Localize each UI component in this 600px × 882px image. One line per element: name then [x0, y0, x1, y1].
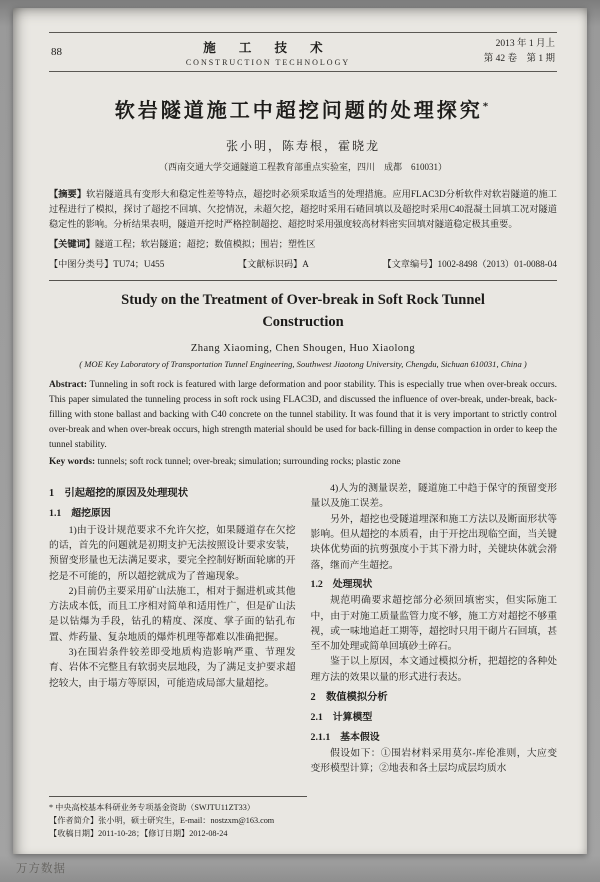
clc-number: 【中图分类号】TU74；U455 [49, 258, 165, 269]
divider-rule [49, 280, 557, 281]
section-heading: 2 数值模拟分析 [310, 692, 388, 703]
abstract-cn-text: 软岩隧道具有变形大和稳定性差等特点，超挖时必须采取适当的处理措施。应用FLAC3D分析软件对软岩隧道的施工过程进行了模拟，探讨了超挖不回填、欠挖情况，未超欠挖，超挖时采用石碴回填以及超挖时采用C40混凝土回填工况对隧道稳定性的影响。分析结果表明，隧道开挖时严格控制超挖、超挖时采用强度较高材料密实回填对隧道稳定极其重要。 [49, 189, 557, 230]
volume-issue: 第 42 卷 第 1 期 [483, 54, 555, 65]
paragraph: 假设如下：①围岩材料采用莫尔-库伦准则，大应变变形模型计算；②地表和各土层均成层均质水 [310, 747, 557, 775]
paragraph: 规范明确要求超挖部分必须回填密实，但实际施工中，由于对施工质量监管力度不够，施工方对超挖不够重视，或一味地追赶工期等，超挖时只用干砌片石回填，甚至不加处理或简单回填砂土碎石。 [310, 595, 557, 653]
affiliation-en: ( MOE Key Laboratory of Transportation Tunnel Engineering, Southwest Jiaotong University, Chengdu, Sichuan 610031, China ) [79, 358, 527, 369]
article-id: 【文章编号】1002-8498（2013）01-0088-04 [382, 258, 557, 269]
subsection-heading: 2.1 计算模型 [310, 712, 373, 724]
fund-note: * 中央高校基本科研业务专项基金资助（SWJTU11ZT33） [49, 802, 255, 812]
received-dates-note: 【收稿日期】2011-10-28；【修订日期】2012-08-24 [49, 828, 228, 838]
keywords-en [49, 455, 557, 469]
section-heading: 1 引起超挖的原因及处理现状 [49, 488, 189, 500]
subsection-heading: 1.2 处理现状 [310, 578, 373, 590]
abstract-en [49, 378, 557, 453]
journal-header [49, 32, 557, 72]
article-title-en: Study on the Treatment of Over-break in Soft Rock Tunnel Construction [121, 291, 485, 331]
article-title-text: 软岩隧道施工中超挖问题的处理探究 [114, 100, 483, 123]
article-title-cn [49, 94, 557, 123]
classification-line [49, 256, 557, 270]
paragraph: 1)由于设计规范要求不允许欠挖，如果隧道存在欠挖的话，首先的问题就是初期支护无法按照设计要求安装，预留变形量也无法满足要求，要完全控制好断面轮廓的开挖是不可能的，所以超挖就成为了普遍现象。 [49, 524, 296, 582]
issue-date: 2013 年 1 月上 [495, 39, 555, 49]
authors-en: Zhang Xiaoming, Chen Shougen, Huo Xiaolong [190, 342, 416, 354]
journal-name-block [101, 38, 435, 67]
keywords-cn-text: 隧道工程；软岩隧道；超挖；数值模拟；围岩；塑性区 [94, 239, 316, 250]
paragraph: 2)目前仍主要采用矿山法施工，相对于掘进机或其他方法成本低，而且工序相对简单和适用性广，但是矿山法是以钻爆为手段，钻孔的精度、深度、掌子面的钻孔布置、炸药量、复杂地质的爆炸机理等都难以准确把握。 [49, 585, 296, 643]
body-columns [49, 481, 557, 776]
right-column [311, 481, 558, 776]
abstract-en-text: Tunneling in soft rock is featured with large deformation and poor stability. This is especially true when over-break occurs. This paper simulated the tunneling process in soft rock using FLAC3D, and discussed the influence of over-break, under-break, back-filling with stone ballast and backing with C40 concrete on the tunnel stability. It was found that it is very important to strictly control over-break and when over-break occurs, high strength material should be used for back-filling in dense compaction in order to keep the tunnel stability. [49, 379, 557, 451]
left-column [49, 481, 296, 776]
abstract-cn-label: 【摘要】 [49, 189, 87, 200]
keywords-cn-label: 【关键词】 [49, 239, 95, 250]
abstract-en-label: Abstract: [49, 379, 88, 390]
issue-info-block [435, 37, 555, 67]
subsection-heading: 1.1 超挖原因 [49, 508, 111, 520]
wanfang-watermark: 万方数据 [16, 863, 66, 875]
authors-cn: 张小明，陈寿根，霍晓龙 [225, 139, 380, 154]
keywords-en-label: Key words: [49, 457, 96, 468]
author-bio-note: 【作者简介】张小明，硕士研究生，E-mail：nostzxm@163.com [49, 815, 275, 825]
affiliation-cn: （西南交通大学交通隧道工程教育部重点实验室，四川 成都 610031） [158, 162, 447, 173]
journal-name-en: CONSTRUCTION TECHNOLOGY [185, 57, 351, 67]
page-number: 88 [51, 46, 62, 59]
keywords-en-text: tunnels; soft rock tunnel; over-break; simulation; surrounding rocks; plastic zone [97, 457, 401, 468]
paragraph: 4)人为的测量误差，隧道施工中趋于保守的预留变形量以及施工误差。 [310, 483, 557, 510]
journal-name-cn: 施 工 技 术 [203, 40, 333, 55]
document-code: 【文献标识码】A [237, 258, 309, 269]
scanned-page [13, 8, 587, 854]
title-footnote-marker: * [482, 100, 492, 113]
abstract-cn [49, 187, 557, 232]
paragraph: 3)在围岩条件较差即受地质构造影响严重、节理发育、岩体不完整且有软弱夹层地段，为了满足支护要求超挖较大，由于塌方等原因，可能造成局部大量超挖。 [49, 646, 296, 689]
subsection-heading: 2.1.1 基本假设 [310, 731, 380, 743]
paragraph: 鉴于以上原因，本文通过模拟分析，把超挖的各种处理方法的效果以量的形式进行表达。 [310, 656, 557, 683]
keywords-cn [49, 238, 557, 252]
footnote-block [49, 796, 307, 840]
paragraph: 另外，超挖也受隧道埋深和施工方法以及断面形状等影响。但从超挖的本质看，由于开挖出现临空面，当关键块体优势面的抗剪强度小于其下滑力时，关键块体就会滑落，继而产生超挖。 [310, 513, 557, 571]
